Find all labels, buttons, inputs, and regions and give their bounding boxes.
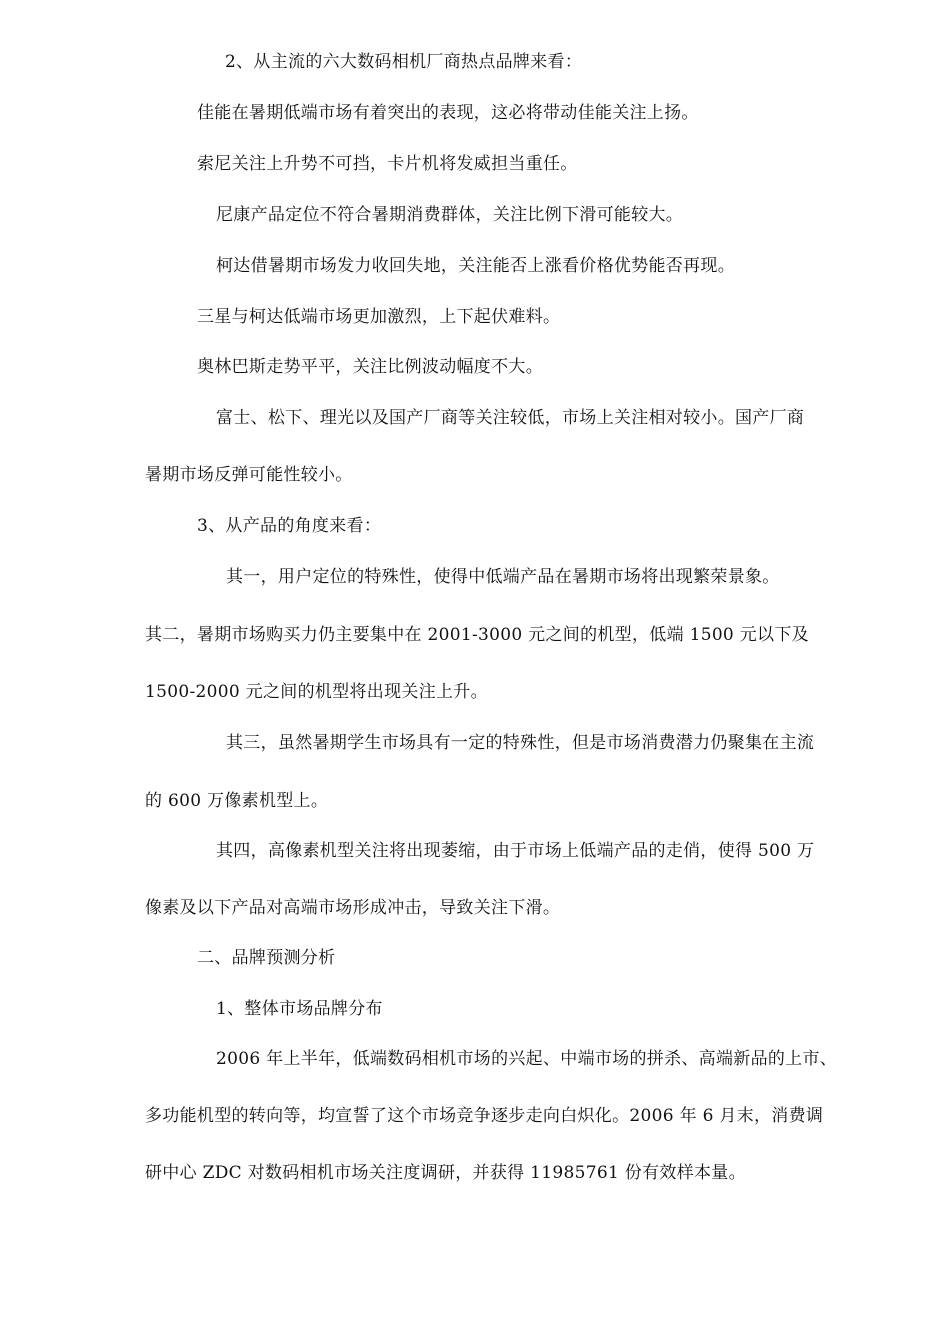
paragraph-fourth-line2: 像素及以下产品对高端市场形成冲击，导致关注下滑。 (145, 898, 561, 918)
section-heading-brand-forecast: 二、品牌预测分析 (197, 948, 336, 968)
paragraph-2006-line1: 2006 年上半年，低端数码相机市场的兴起、中端市场的拼杀、高端新品的上市、 (216, 1049, 838, 1069)
paragraph-kodak: 柯达借暑期市场发力收回失地，关注能否上涨看价格优势能否再现。 (216, 256, 735, 276)
subsection-heading-market-distribution: 1、整体市场品牌分布 (216, 999, 383, 1019)
paragraph-2006-line2: 多功能机型的转向等，均宣誓了这个市场竞争逐步走向白炽化。2006 年 6 月末，消费调 (145, 1106, 824, 1126)
paragraph-sony: 索尼关注上升势不可挡，卡片机将发威担当重任。 (197, 154, 578, 174)
subsection-heading-brands: 2、从主流的六大数码相机厂商热点品牌来看： (225, 52, 583, 72)
paragraph-others-line1: 富士、松下、理光以及国产厂商等关注较低，市场上关注相对较小。国产厂商 (216, 408, 805, 428)
paragraph-canon: 佳能在暑期低端市场有着突出的表现，这必将带动佳能关注上扬。 (197, 103, 699, 123)
paragraph-fourth-line1: 其四，高像素机型关注将出现萎缩，由于市场上低端产品的走俏，使得 500 万 (216, 841, 815, 861)
paragraph-second-line2: 1500-2000 元之间的机型将出现关注上升。 (145, 682, 488, 702)
paragraph-second-line1: 其二，暑期市场购买力仍主要集中在 2001-3000 元之间的机型，低端 1500 元以下及 (145, 625, 809, 645)
paragraph-others-line2: 暑期市场反弹可能性较小。 (145, 465, 353, 485)
paragraph-samsung: 三星与柯达低端市场更加激烈，上下起伏难料。 (197, 307, 561, 327)
paragraph-third-line2: 的 600 万像素机型上。 (145, 791, 329, 811)
subsection-heading-products: 3、从产品的角度来看： (197, 516, 382, 536)
paragraph-nikon: 尼康产品定位不符合暑期消费群体，关注比例下滑可能较大。 (216, 205, 684, 225)
paragraph-2006-line3: 研中心 ZDC 对数码相机市场关注度调研，并获得 11985761 份有效样本量。 (145, 1163, 746, 1183)
paragraph-third-line1: 其三，虽然暑期学生市场具有一定的特殊性，但是市场消费潜力仍聚集在主流 (226, 733, 815, 753)
paragraph-first: 其一，用户定位的特殊性，使得中低端产品在暑期市场将出现繁荣景象。 (226, 567, 780, 587)
paragraph-olympus: 奥林巴斯走势平平，关注比例波动幅度不大。 (197, 357, 543, 377)
